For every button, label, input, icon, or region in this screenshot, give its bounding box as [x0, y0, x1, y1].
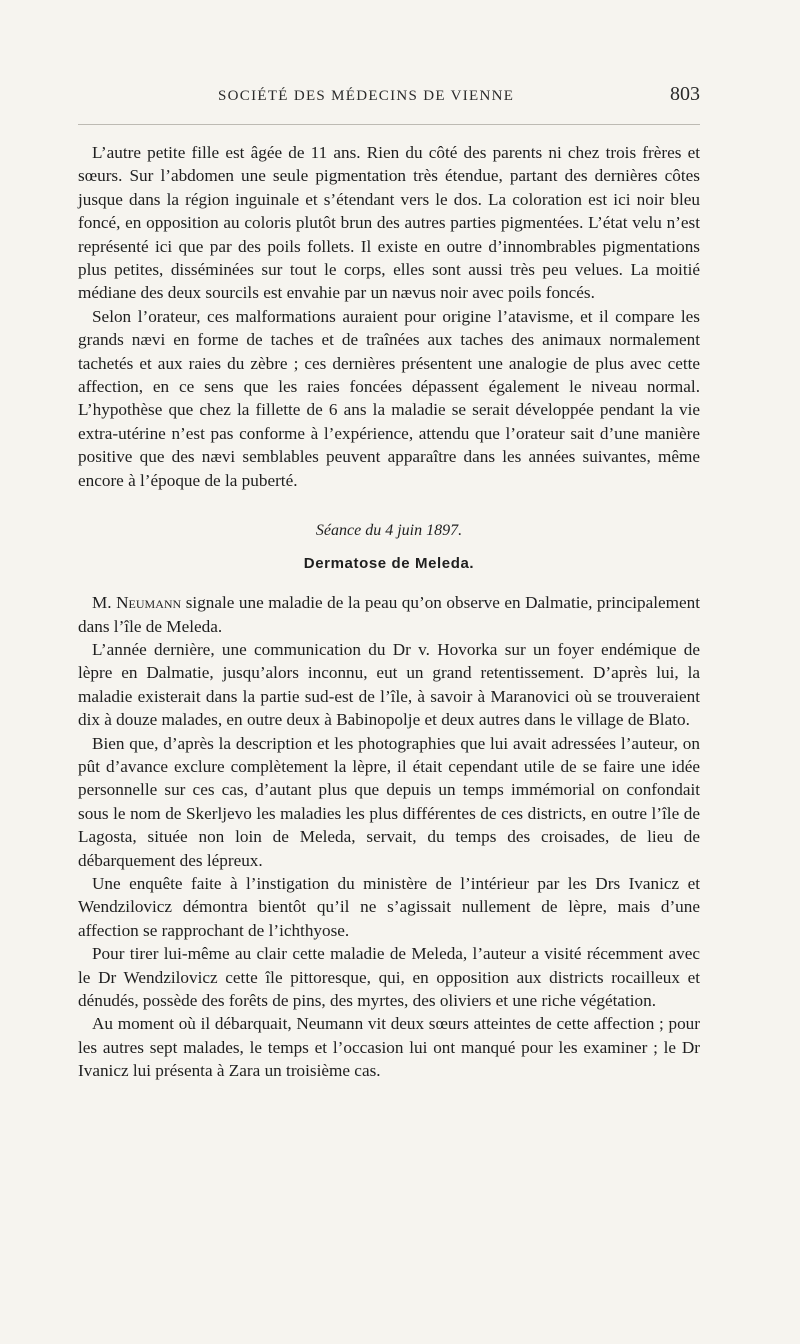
paragraph: L’année dernière, une communication du Dr v. Hovorka sur un foyer endémique de lèpre en Dalmatie, jusqu’alors inconnu, eut un grand retentissement. D’après lui, la maladie existerait dans la partie sud-est de l’île, à savoir à Maranovici où se trouveraient dix à douze malades, en outre deux à Babinopolje et deux autres dans le village de Blato. — [78, 639, 700, 730]
page-number: 803 — [670, 83, 700, 105]
body-text — [78, 141, 700, 1083]
speaker-prefix: M. — [92, 593, 112, 613]
paragraph: Bien que, d’après la description et les photographies que lui avait adressées l’auteur, on pût d’avance exclure complètement la lèpre, il était cependant utile de se faire une idée personnelle sur ces cas, d’autant plus que depuis un temps immémorial on confondait sous le nom de Skerljevo les maladies les plus différentes de ces districts, en outre l’île de Lagosta, située non loin de Meleda, servait, du temps des croisades, de lieu de débarquement des lépreux. — [78, 733, 700, 870]
paragraph: Une enquête faite à l’instigation du ministère de l’intérieur par les Drs Ivanicz et Wendzilovicz démontra bientôt qu’il ne s’agissait nullement de lèpre, mais d’une affection se rapprochant de l’ichthyose. — [78, 873, 700, 940]
page-header — [78, 83, 700, 110]
session-date: Séance du 4 juin 1897. — [315, 522, 463, 540]
speaker-name: Neumann — [116, 593, 182, 613]
paragraph: Selon l’orateur, ces malformations auraient pour origine l’atavisme, et il compare les grands nævi en forme de taches et de traînées aux taches des animaux normalement tachetés et aux raies du zèbre ; ces dernières présentent une analogie de plus avec cette affection, en ce sens que les raies foncées dépassent également le niveau normal. L’hypothèse que chez la fillette de 6 ans la maladie se serait développée pendant la vie extra-utérine n’est pas conforme à l’expérience, attendu que l’orateur sait d’une manière positive que des nævi semblables peuvent apparaître dans les années suivantes, même encore à l’époque de la puberté. — [78, 306, 700, 490]
paragraph: L’autre petite fille est âgée de 11 ans. Rien du côté des parents ni chez trois frères et sœurs. Sur l’abdomen une seule pigmentation très étendue, partant des dernières côtes jusque dans la région inguinale et s’étendant vers le dos. La coloration est ici noir bleu foncé, en opposition au coloris plutôt brun des autres parties pigmentées. L’état velu n’est représenté ici que par des poils follets. Il existe en outre d’innombrables pigmentations plus petites, disséminées sur tout le corps, elles sont aussi très peu velues. La moitié médiane des deux sourcils est envahie par un nævus noir avec poils foncés. — [78, 143, 700, 303]
section-body — [78, 591, 700, 1083]
header-rule — [78, 124, 700, 125]
section-intro — [78, 591, 700, 638]
paragraph: Pour tirer lui-même au clair cette maladie de Meleda, l’auteur a visité récemment avec le Dr Wendzilovicz cette île pittoresque, qui, en opposition aux districts rocailleux et dénudés, possède des forêts de pins, des myrtes, des oliviers et une riche végétation. — [78, 944, 700, 1010]
section-title: Dermatose de Meleda. — [303, 555, 475, 573]
paragraph: Au moment où il débarquait, Neumann vit deux sœurs atteintes de cette affection ; pour les autres sept malades, le temps et l’occasion lui ont manqué pour les examiner ; le Dr Ivanicz lui présenta à Zara un troisième cas. — [78, 1014, 700, 1081]
section-intro-text: signale une maladie de la peau qu’on observe en Dalmatie, principalement dans l’île de Meleda. — [78, 593, 701, 636]
running-head: SOCIÉTÉ DES MÉDECINS DE VIENNE — [218, 88, 515, 104]
